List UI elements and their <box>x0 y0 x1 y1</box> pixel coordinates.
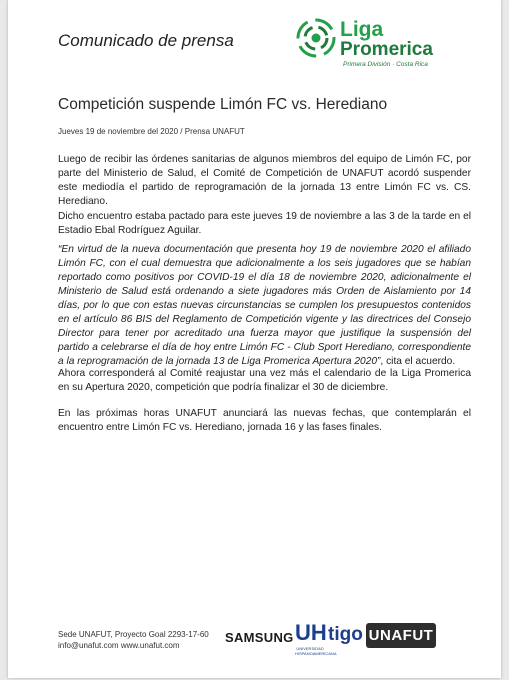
uh-logo-mark: UH <box>295 620 327 645</box>
uh-logo <box>295 620 337 659</box>
footer-contact <box>58 629 209 651</box>
quote-attribution: , cita el acuerdo. <box>380 356 456 367</box>
article-headline: Competición suspende Limón FC vs. Herediano <box>58 96 388 113</box>
article-date: Jueves 19 de noviembre del 2020 / Prensa UNAFUT <box>58 127 245 136</box>
paragraph-2: Dicho encuentro estaba pactado para este jueves 19 de noviembre a las 3 de la tarde en el Estadio Ebal Rodríguez Aguilar. <box>58 211 471 236</box>
tigo-logo: tigo <box>328 624 363 645</box>
footer-links: info@unafut.com www.unafut.com <box>58 641 180 650</box>
paragraph-5: En las próximas horas UNAFUT anunciará las nuevas fechas, que contemplarán el encuentro entre Limón FC vs. Herediano, jornada 16 y las fases finales. <box>58 408 471 433</box>
paragraph-1: Luego de recibir las órdenes sanitarias de algunos miembros del equipo de Limón FC, por parte del Ministerio de Salud, el Comité de Competición de UNAFUT acordó suspender este mediodía el partido de reprogramación de la jornada 13 entre Limón FC vs. CS. Herediano. <box>58 154 471 207</box>
logo-subtitle: Primera División · Costa Rica <box>343 61 428 68</box>
document-page <box>8 0 501 678</box>
uh-logo-text: UNIVERSIDAD HISPANOAMERICANA <box>295 646 337 656</box>
samsung-logo: SAMSUNG <box>225 630 294 645</box>
logo-promerica-text: Promerica <box>340 39 433 60</box>
liga-promerica-logo <box>296 16 446 74</box>
quote-text: “En virtud de la nueva documentación que presenta hoy 19 de noviembre 2020 el afiliado Limón FC, con el cual demuestra que adicionalmente a los seis jugadores que se habían reportado como positivos por COVID-19 el día 18 de noviembre 2020, adicionalmente el Ministerio de Salud está ordenando a siete jugadores más Orden de Aislamiento por 14 días, por lo que con estas nuevas circunstancias se cumplen los presupuestos contenidos en el artículo 86 BIS del Reglamento de Competición vigente y las directrices del Consejo Director para tener por acreditado una fuerza mayor que justifique la suspensión del partido a celebrarse el día de hoy entre Limón FC - Club Sport Herediano, correspondiente a la reprogramación de la jornada 13 de Liga Promerica Apertura 2020” <box>58 244 471 367</box>
logo-liga-text: Liga <box>340 18 384 41</box>
header-title: Comunicado de prensa <box>58 31 234 50</box>
paragraph-4: Ahora corresponderá al Comité reajustar una vez más el calendario de la Liga Promerica en su Apertura 2020, competición que podría finalizar el 30 de diciembre. <box>58 368 471 393</box>
paragraph-3-quote <box>58 243 471 369</box>
unafut-logo: UNAFUT <box>366 623 436 648</box>
footer-address: Sede UNAFUT, Proyecto Goal 2293-17-60 <box>58 630 209 639</box>
soccer-ball-swirl-icon <box>296 18 336 58</box>
